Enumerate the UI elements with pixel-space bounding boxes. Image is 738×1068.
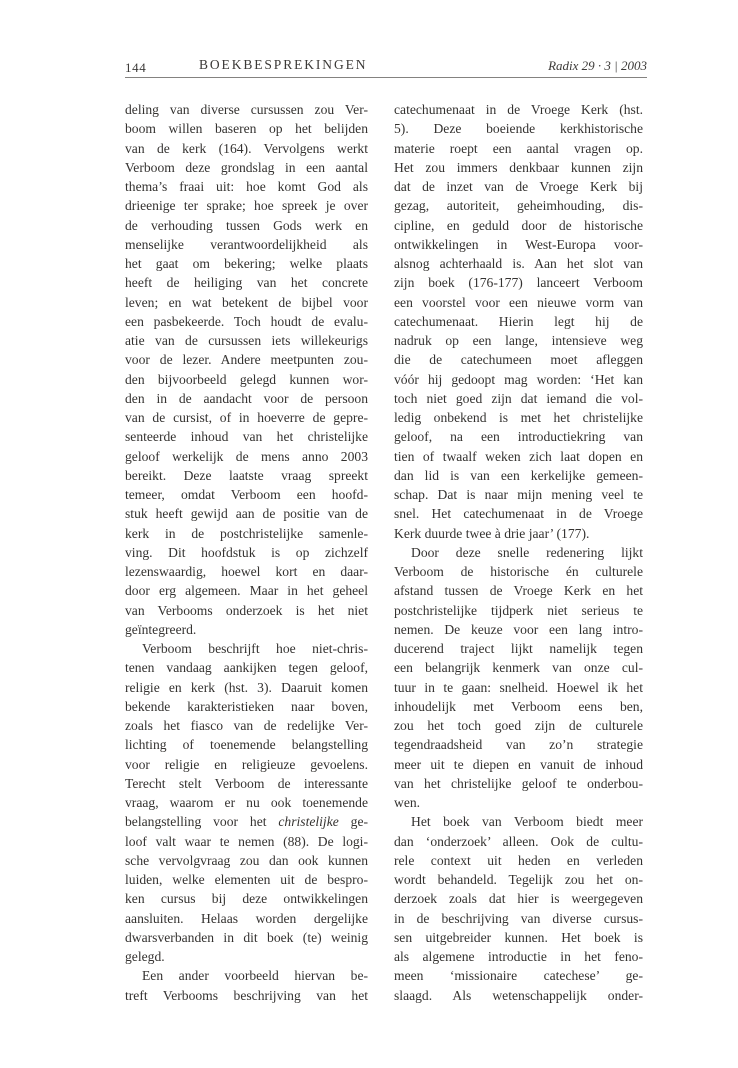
- body-text: van Verbooms onderzoek is het niet: [125, 602, 368, 618]
- text-line: [394, 427, 643, 446]
- body-text: van de kerk (164). Vervolgens werkt: [125, 140, 368, 156]
- body-text: leven; en wat betekent de bijbel voor: [125, 294, 368, 310]
- body-text: deling van diverse cursussen zou Ver-: [125, 102, 368, 117]
- body-text: meer uit te diepen en vanuit de inhoud: [394, 756, 643, 772]
- text-line: [125, 543, 368, 562]
- text-line: [125, 755, 368, 774]
- text-line: [394, 620, 643, 639]
- body-text: meen ‘missionaire catechese’ ge-: [394, 968, 643, 984]
- text-line: [394, 812, 643, 831]
- body-text: geloof werkelijk de mens anno 2003: [125, 448, 368, 464]
- text-line: [394, 947, 643, 966]
- text-line: [125, 909, 368, 928]
- body-text: atie van de cursussen iets willekeurigs: [125, 333, 368, 348]
- body-text: Verboom beschrijft hoe niet-chris-: [142, 641, 368, 656]
- text-line: [125, 620, 368, 639]
- body-text: sche vervolgvraag zou dan ook kunnen: [125, 852, 368, 868]
- body-text: cipline, en geduld door de historische: [394, 217, 643, 233]
- text-line: [125, 966, 368, 985]
- body-text: vraag, waarom er nu ook toenemende: [125, 795, 368, 810]
- text-line: [394, 562, 643, 581]
- text-line: [125, 870, 368, 889]
- text-line: [394, 793, 643, 812]
- body-text: Het zou immers denkbaar kunnen zijn: [394, 159, 643, 175]
- text-line: [125, 716, 368, 735]
- body-text: van het christelijke geloof te onderbou-: [394, 775, 643, 791]
- text-line: [125, 947, 368, 966]
- page-number: 144: [125, 60, 147, 75]
- body-text: ge-: [338, 814, 368, 830]
- text-line: [125, 254, 368, 273]
- body-text: catechumenaat in de Vroege Kerk (hst.: [394, 102, 643, 117]
- italic-text: christelijke: [278, 814, 339, 830]
- body-text: tegendraadsheid van zo’n strategie: [394, 737, 643, 753]
- text-line: [125, 100, 368, 119]
- body-text: ducerend traject lijkt namelijk tegen: [394, 641, 643, 656]
- text-line: [125, 447, 368, 466]
- text-line: [125, 697, 368, 716]
- text-line: [394, 716, 643, 735]
- text-line: [394, 447, 643, 466]
- body-text: derzoek zoals dat hier is weergegeven: [394, 891, 643, 907]
- text-line: [394, 216, 643, 235]
- body-text: tien of twaalf weken zich laat dopen en: [394, 448, 643, 464]
- body-text: ving. Dit hoofdstuk is op zichzelf: [125, 544, 368, 560]
- body-text: voor religie en religieuze gevoelens.: [125, 756, 368, 772]
- text-line: [125, 273, 368, 292]
- text-line: [394, 639, 643, 658]
- text-line: [394, 158, 643, 177]
- body-text: temeer, omdat Verboom een hoofd-: [125, 487, 368, 502]
- body-text: 5). Deze boeiende kerkhistorische: [394, 121, 643, 137]
- text-line: [125, 293, 368, 312]
- body-text: thema’s fraai uit: hoe komt God als: [125, 179, 368, 194]
- body-text: dan lid is van een kerkelijke gemeen-: [394, 467, 643, 483]
- text-line: [125, 408, 368, 427]
- text-line: [394, 774, 643, 793]
- text-line: [125, 735, 368, 754]
- body-text: afstand tussen de Vroege Kerk en het: [394, 583, 643, 599]
- text-line: [125, 812, 368, 831]
- body-text: den bijvoorbeeld gelegd kunnen wor-: [125, 371, 368, 387]
- body-text: dat de inzet van de Vroege Kerk bij: [394, 179, 643, 194]
- body-text: treft Verbooms beschrijving van het: [125, 987, 368, 1003]
- text-line: [125, 562, 368, 581]
- body-text: Terecht stelt Verboom de interessante: [125, 775, 368, 791]
- text-line: [125, 524, 368, 543]
- body-text: als algemene introductie in het feno-: [394, 949, 643, 964]
- body-text: geloof, na een introductiekring van: [394, 429, 643, 445]
- body-text: belangstelling voor het: [125, 814, 279, 830]
- text-line: [125, 389, 368, 408]
- header-rule: [125, 77, 647, 78]
- body-text: luiden, welke elementen uit de bespro-: [125, 872, 368, 887]
- body-text: dwarsverbanden in dit boek (te) weinig: [125, 929, 368, 945]
- body-text: Een ander voorbeeld hiervan be-: [142, 968, 368, 984]
- body-text: zoals het fiasco van de redelijke Ver-: [125, 718, 368, 733]
- body-text: inhoudelijk met Verboom eens ben,: [394, 698, 643, 714]
- body-text: stuk heeft gewijd aan de positie van de: [125, 506, 368, 522]
- text-line: [125, 658, 368, 677]
- text-line: [125, 601, 368, 620]
- body-text: die de catechumeen moet afleggen: [394, 352, 643, 368]
- body-text: toch niet goed zijn dat iemand die vol-: [394, 390, 643, 406]
- body-text: in de beschrijving van diverse cursus-: [394, 910, 643, 926]
- text-line: [125, 235, 368, 254]
- text-line: [394, 697, 643, 716]
- text-line: [125, 370, 368, 389]
- body-text: drieenige ter sprake; hoe spreek je over: [125, 198, 368, 214]
- text-column-left: [125, 100, 368, 1005]
- text-line: [125, 485, 368, 504]
- text-line: [125, 312, 368, 331]
- body-text: gezag, autoriteit, geheimhouding, dis-: [394, 198, 643, 214]
- text-line: [394, 485, 643, 504]
- text-line: [394, 601, 643, 620]
- body-text: bereikt. Deze laatste vraag spreekt: [125, 467, 368, 483]
- text-line: [125, 986, 368, 1005]
- text-line: [125, 139, 368, 158]
- text-line: [125, 466, 368, 485]
- body-text: ontwikkelingen in West-Europa voor-: [394, 236, 643, 252]
- body-text: een voorstel voor een nieuwe vorm van: [394, 294, 643, 310]
- text-line: [394, 678, 643, 697]
- text-line: [394, 466, 643, 485]
- text-line: [394, 524, 643, 543]
- text-line: [394, 254, 643, 273]
- body-text: schap. Dat is naar mijn mening veel te: [394, 487, 643, 502]
- text-line: [394, 139, 643, 158]
- body-text: nadruk op een lange, intensieve weg: [394, 333, 643, 348]
- body-text: zou het toch goed zijn de culturele: [394, 718, 643, 733]
- text-line: [125, 832, 368, 851]
- body-text: tuur in te gaan: snelheid. Hoewel ik het: [394, 679, 643, 695]
- text-line: [125, 427, 368, 446]
- body-text: ken cursus bij deze ontwikkelingen: [125, 891, 368, 907]
- text-line: [394, 235, 643, 254]
- body-text: de verhouding tussen Gods werk en: [125, 217, 368, 233]
- body-text: Verboom de historische én culturele: [394, 564, 643, 579]
- text-line: [394, 966, 643, 985]
- text-line: [394, 177, 643, 196]
- body-text: boom willen baseren op het belijden: [125, 121, 368, 137]
- text-line: [125, 350, 368, 369]
- journal-reference: Radix 29 · 3 | 2003: [548, 58, 647, 73]
- body-text: lichting of toenemende belangstelling: [125, 737, 368, 753]
- body-text: het gaat om bekering; welke plaats: [125, 256, 368, 271]
- text-line: [394, 293, 643, 312]
- text-line: [394, 331, 643, 350]
- text-line: [394, 196, 643, 215]
- body-text: menselijke verantwoordelijkheid als: [125, 236, 368, 252]
- text-line: [394, 504, 643, 523]
- text-line: [394, 870, 643, 889]
- body-text: catechumenaat. Hierin legt hij de: [394, 313, 643, 329]
- text-line: [394, 851, 643, 870]
- body-text: postchristelijke tijdperk niet serieus te: [394, 602, 643, 618]
- body-text: nemen. De keuze voor een lang intro-: [394, 621, 643, 637]
- text-line: [125, 119, 368, 138]
- text-line: [125, 177, 368, 196]
- text-line: [125, 678, 368, 697]
- body-text: wordt behandeld. Tegelijk zou het on-: [394, 872, 643, 887]
- body-text: heeft de heiliging van het concrete: [125, 275, 368, 291]
- text-line: [394, 350, 643, 369]
- text-line: [394, 735, 643, 754]
- text-line: [394, 755, 643, 774]
- body-text: Kerk duurde twee à drie jaar’ (177).: [394, 525, 590, 541]
- body-text: wen.: [394, 795, 421, 810]
- text-line: [394, 832, 643, 851]
- body-text: aansluiten. Helaas worden dergelijke: [125, 910, 368, 926]
- body-text: tenen vandaag aankijken tegen geloof,: [125, 660, 368, 676]
- text-line: [394, 370, 643, 389]
- section-title: BOEKBESPREKINGEN: [199, 57, 368, 72]
- body-text: een belangrijk kenmerk van onze cul-: [394, 660, 643, 676]
- text-line: [394, 100, 643, 119]
- body-text: snel. Het catechumenaat in de Vroege: [394, 506, 643, 522]
- body-text: rele context uit heden en verleden: [394, 852, 643, 868]
- body-text: van de cursist, of in hoeverre de gepre-: [125, 410, 368, 425]
- text-line: [125, 793, 368, 812]
- text-line: [394, 986, 643, 1005]
- body-text: den in de aandacht voor de persoon: [125, 390, 368, 406]
- body-text: Verboom deze grondslag in een aantal: [125, 159, 368, 175]
- body-text: kerk in de postchristelijke samenle-: [125, 525, 368, 541]
- text-line: [125, 581, 368, 600]
- body-text: senteerde inhoud van het christelijke: [125, 429, 368, 445]
- text-line: [394, 928, 643, 947]
- body-text: slaagd. Als wetenschappelijk onder-: [394, 987, 643, 1003]
- body-text: dan ‘onderzoek’ alleen. Ook de cultu-: [394, 833, 643, 849]
- body-text: lezenswaardig, hoewel kort en daar-: [125, 564, 368, 579]
- body-text: Door deze snelle redenering lijkt: [411, 544, 643, 560]
- text-line: [125, 158, 368, 177]
- text-line: [125, 851, 368, 870]
- text-line: [125, 216, 368, 235]
- text-line: [125, 889, 368, 908]
- text-line: [394, 909, 643, 928]
- body-text: vóór hij gedoopt mag worden: ‘Het kan: [394, 371, 643, 387]
- body-text: bekende karakteristieken naar boven,: [125, 698, 368, 714]
- body-text: loof valt waar te nemen (88). De logi-: [125, 833, 368, 849]
- text-line: [125, 774, 368, 793]
- text-line: [125, 504, 368, 523]
- body-text: religie en kerk (hst. 3). Daaruit komen: [125, 679, 368, 695]
- body-text: door erg algemeen. Maar in het geheel: [125, 583, 368, 599]
- text-line: [394, 543, 643, 562]
- text-line: [125, 196, 368, 215]
- text-line: [125, 928, 368, 947]
- text-line: [394, 581, 643, 600]
- body-text: alsnog achterhaald is. Aan het slot van: [394, 256, 643, 271]
- body-text: een pasbekeerde. Toch houdt de evalu-: [125, 313, 368, 329]
- body-text: geïntegreerd.: [125, 621, 197, 637]
- body-text: gelegd.: [125, 949, 165, 964]
- body-text: Het boek van Verboom biedt meer: [411, 814, 643, 830]
- text-line: [394, 273, 643, 292]
- body-text: ledig onbekend is met het christelijke: [394, 410, 643, 425]
- text-line: [394, 658, 643, 677]
- body-text: materie roept een aantal vragen op.: [394, 140, 643, 156]
- body-text: zijn boek (176-177) lanceert Verboom: [394, 275, 643, 291]
- body-text: voor de lezer. Andere meetpunten zou-: [125, 352, 368, 368]
- text-line: [125, 639, 368, 658]
- text-line: [394, 119, 643, 138]
- text-line: [394, 312, 643, 331]
- text-line: [125, 331, 368, 350]
- text-line: [394, 408, 643, 427]
- text-column-right: [394, 100, 643, 1005]
- body-text: sen uitgebreider kunnen. Het boek is: [394, 929, 643, 945]
- text-line: [394, 889, 643, 908]
- text-line: [394, 389, 643, 408]
